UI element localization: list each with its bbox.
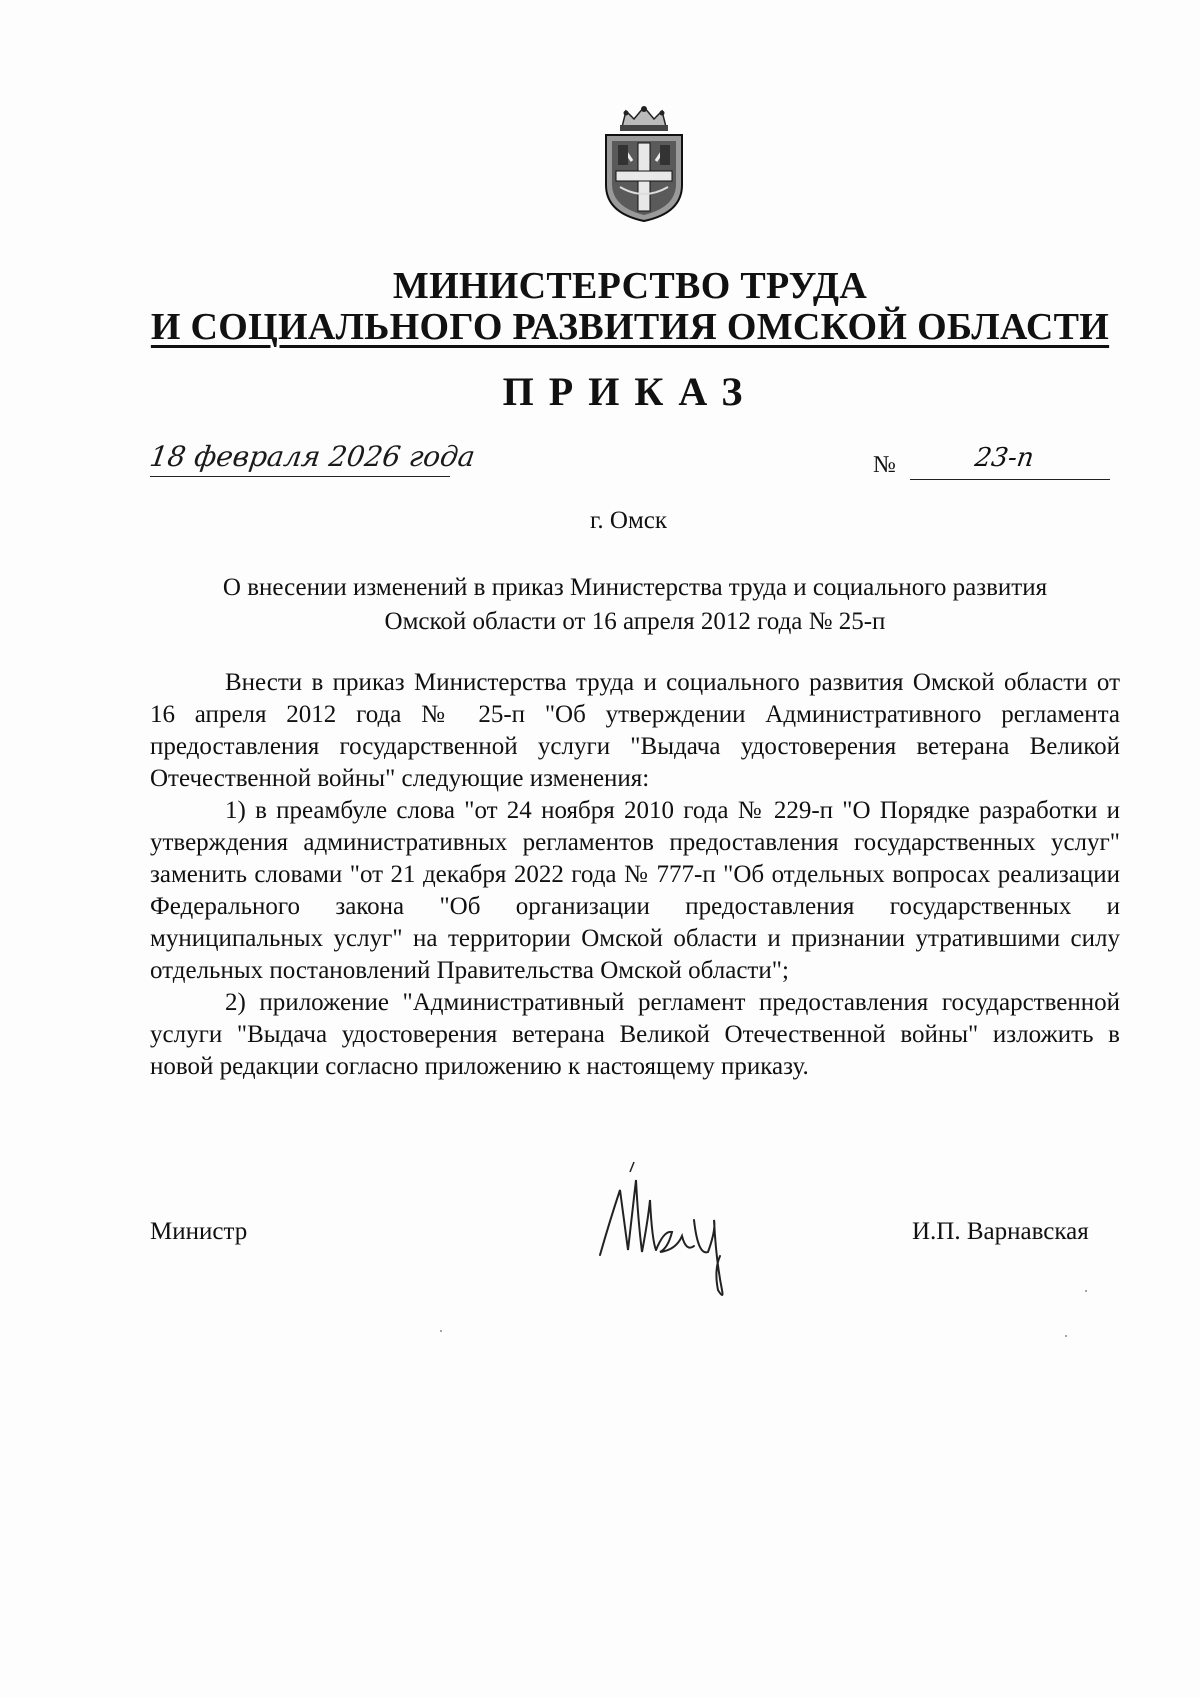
handwritten-signature xyxy=(590,1160,790,1300)
city: г. Омск xyxy=(590,507,668,534)
subject-line2: Омской области от 16 апреля 2012 года № 25-п xyxy=(384,608,886,635)
signatory-name: И.П. Варнавская xyxy=(912,1218,1089,1245)
order-number: 23-п xyxy=(972,443,1036,473)
scan-speck xyxy=(1065,1335,1067,1337)
order-subject xyxy=(150,571,1120,639)
signatory-title: Министр xyxy=(150,1218,248,1245)
ministry-name-line2-text: И СОЦИАЛЬНОГО РАЗВИТИЯ ОМСКОЙ ОБЛАСТИ xyxy=(150,306,1110,348)
body-paragraph: Внести в приказ Министерства труда и социального развития Омской области от 16 апреля 2012 года № 25-п "Об утверждении Административного регламента предоставления государственной услуги "Выдача удостоверения ветерана Великой Отечественной войны" следующие изменения: xyxy=(150,669,1120,792)
coat-of-arms-icon xyxy=(600,105,688,223)
ministry-name-line2 xyxy=(30,305,1200,349)
number-underline xyxy=(910,479,1110,480)
order-date: 18 февраля 2026 года xyxy=(147,440,478,473)
ministry-name-line1: МИНИСТЕРСТВО ТРУДА xyxy=(392,265,868,307)
body-paragraph: 1) в преамбуле слова "от 24 ноября 2010 года № 229-п "О Порядке разработки и утверждения административных регламентов предоставления государственных услуг" заменить словами "от 21 декабря 2022 года № 777-п "Об отдельных вопросах реализации Федерального закона "Об организации предоставления государственных и муниципальных услуг" на территории Омской области и признании утратившими силу отдельных постановлений Правительства Омской области"; xyxy=(150,797,1120,984)
scan-speck xyxy=(440,1330,442,1332)
body-paragraph: 2) приложение "Административный регламент предоставления государственной услуги "Выдача удостоверения ветерана Великой Отечественной войны" изложить в новой редакции согласно приложению к настоящему приказу. xyxy=(150,989,1120,1080)
document-type-title: ПРИКАЗ xyxy=(502,369,758,414)
scan-speck xyxy=(1085,1290,1087,1292)
subject-line1: О внесении изменений в приказ Министерства труда и социального развития xyxy=(222,574,1048,601)
date-underline xyxy=(150,476,450,477)
order-body xyxy=(150,667,1120,1083)
number-label: № xyxy=(873,452,896,478)
